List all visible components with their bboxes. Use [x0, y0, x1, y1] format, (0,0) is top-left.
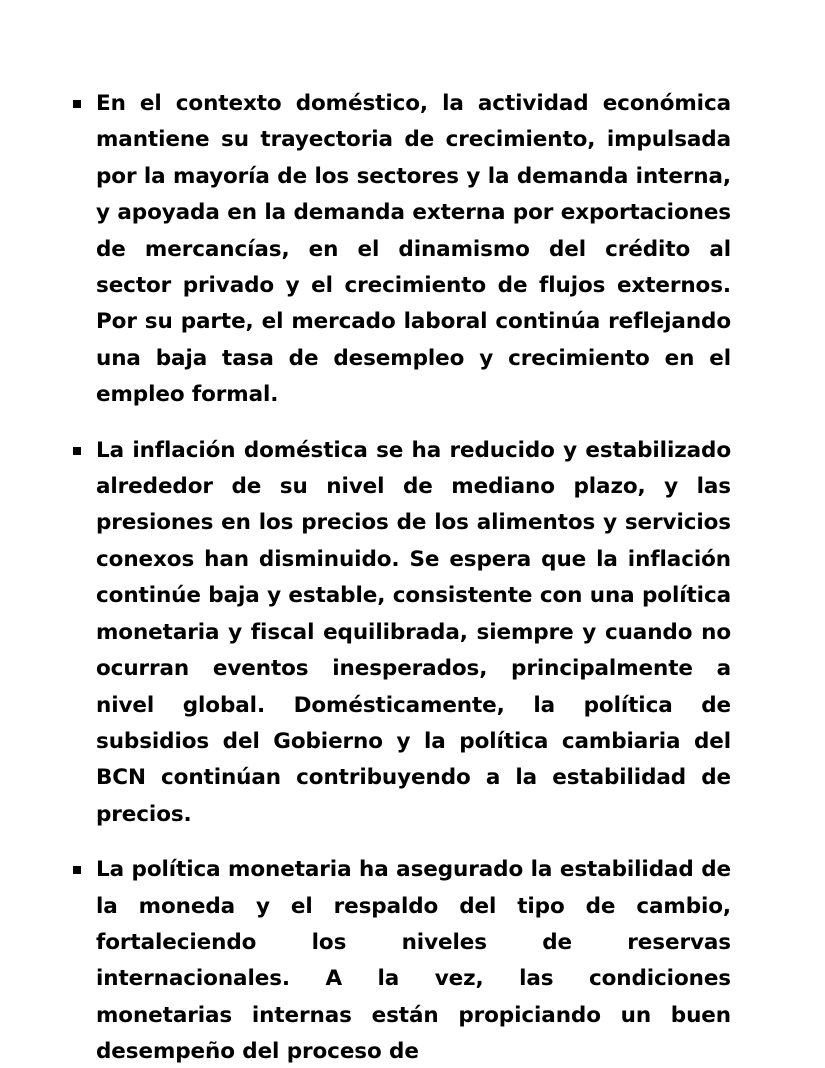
paragraph-text: La política monetaria ha asegurado la estabilidad de la moneda y el respaldo del tipo de cambio, fortaleciendo los niveles de reservas internacionales. A la vez, las condiciones monetarias internas están propiciando un buen desempeño del proceso de	[96, 857, 731, 1065]
square-bullet-icon	[73, 100, 81, 108]
paragraph-text: En el contexto doméstico, la actividad económica mantiene su trayectoria de crecimiento, impulsada por la mayoría de los sectores y la demanda interna, y apoyada en la demanda externa por exportaciones de mercancías, en el dinamismo del crédito al sector privado y el crecimiento de flujos externos. Por su parte, el mercado laboral continúa reflejando una baja tasa de desempleo y crecimiento en el empleo formal.	[96, 91, 731, 408]
bullet-item	[96, 852, 731, 1068]
square-bullet-icon	[73, 866, 81, 874]
bullet-list	[96, 86, 731, 1068]
bullet-item	[96, 433, 731, 833]
bullet-item	[96, 86, 731, 414]
paragraph-text: La inflación doméstica se ha reducido y estabilizado alrededor de su nivel de mediano plazo, y las presiones en los precios de los alimentos y servicios conexos han disminuido. Se espera que la inflación continúe baja y estable, consistente con una política monetaria y fiscal equilibrada, siempre y cuando no ocurran eventos inesperados, principalmente a nivel global. Domésticamente, la política de subsidios del Gobierno y la política cambiaria del BCN continúan contribuyendo a la estabilidad de precios.	[96, 437, 731, 827]
square-bullet-icon	[73, 447, 81, 455]
